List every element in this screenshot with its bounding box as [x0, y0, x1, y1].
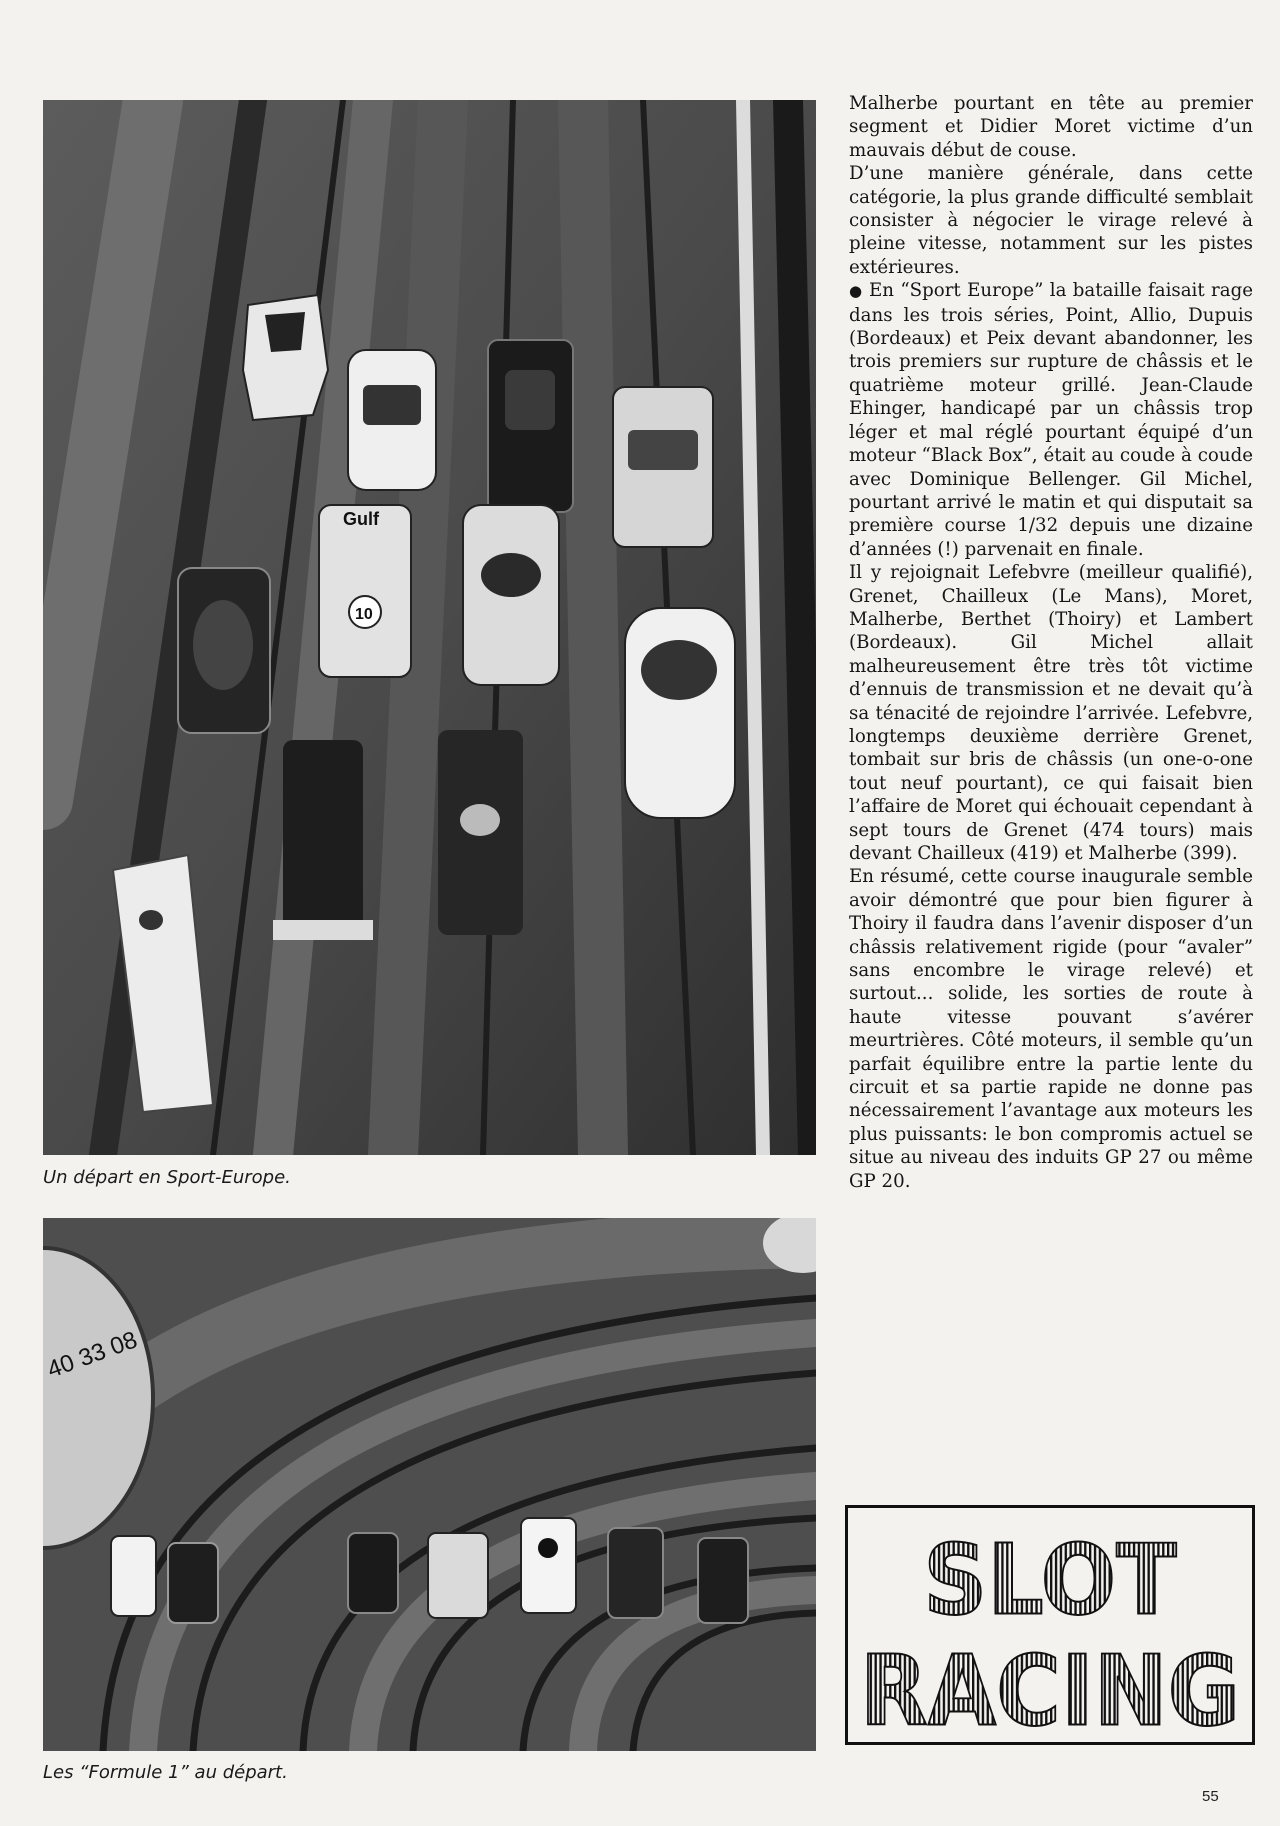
photo-formule1-start: [43, 1218, 816, 1751]
lap-counter-text: 40 33 08: [43, 1326, 141, 1384]
logo-racing-text: RACING: [859, 1633, 1241, 1742]
article-paragraph: En résumé, cette course inaugurale semble avoir démontré que pour bien figurer à Thoiry il faudra dans l’avenir disposer d’un châssis relativement rigide (pour “avaler” sans encombre le virage relevé) et surtout... solide, les sorties de route à haute vitesse pouvant s’avérer meurtrières. Côté moteurs, il semble qu’un parfait équilibre entre la partie lente du circuit et sa partie rapide ne donne pas nécessairement l’avantage aux moteurs les plus puissants: le bon compromis actuel se situe au niveau des induits GP 27 ou même GP 20.: [849, 866, 1253, 1192]
sport-europe-photo-image: [43, 100, 816, 1155]
article-column: [849, 92, 1253, 1193]
bullet-icon: ●: [849, 282, 863, 301]
article-paragraph: Il y rejoignait Lefebvre (meilleur qualifié), Grenet, Chailleux (Le Mans), Moret, Malherbe, Berthet (Thoiry) et Lambert (Bordeaux). Gil Michel allait malheureusement être très tôt victime d’ennuis de transmission et ne devait qu’à sa ténacité de rejoindre l’arrivée. Lefebvre, longtemps deuxième derrière Grenet, tombait sur bris de châssis (un one-o-one tout neuf pourtant), ce qui faisait bien l’affaire de Moret qui échouait cependant à sept tours de Grenet (474 tours) mais devant Chailleux (419) et Malherbe (399).: [849, 562, 1253, 864]
caption-sport-europe: Un départ en Sport-Europe.: [43, 1167, 291, 1188]
slot-racing-logo: [845, 1505, 1255, 1745]
caption-formule1: Les “Formule 1” au départ.: [43, 1762, 288, 1783]
gulf-text: Gulf: [343, 509, 379, 529]
photo-sport-europe-start: [43, 100, 816, 1155]
slot-racing-logo-art: [848, 1508, 1252, 1742]
formule1-photo-image: [43, 1218, 816, 1751]
article-paragraph: Malherbe pourtant en tête au premier segment et Didier Moret victime d’un mauvais début de couse.: [849, 93, 1253, 161]
page-number: 55: [1202, 1788, 1219, 1805]
logo-slot-text: SLOT: [923, 1522, 1177, 1637]
article-paragraph: D’une manière générale, dans cette catégorie, la plus grande difficulté semblait consister à négocier le virage relevé à pleine vitesse, notamment sur les pistes extérieures.: [849, 163, 1253, 278]
car-number-text: 10: [355, 606, 373, 623]
article-paragraph-text: En “Sport Europe” la bataille faisait rage dans les trois séries, Point, Allio, Dupuis (Bordeaux) et Peix devant abandonner, les trois premiers sur rupture de châssis et le quatrième moteur grillé. Jean-Claude Ehinger, handicapé par un châssis trop léger et mal réglé pourtant équipé d’un moteur “Black Box”, était au coude à coude avec Dominique Bellenger. Gil Michel, pourtant arrivé le matin et qui disputait sa première course 1/32 depuis une dizaine d’années (!) parvenait en finale.: [849, 280, 1253, 560]
article-paragraph-bulleted: [849, 279, 1253, 561]
